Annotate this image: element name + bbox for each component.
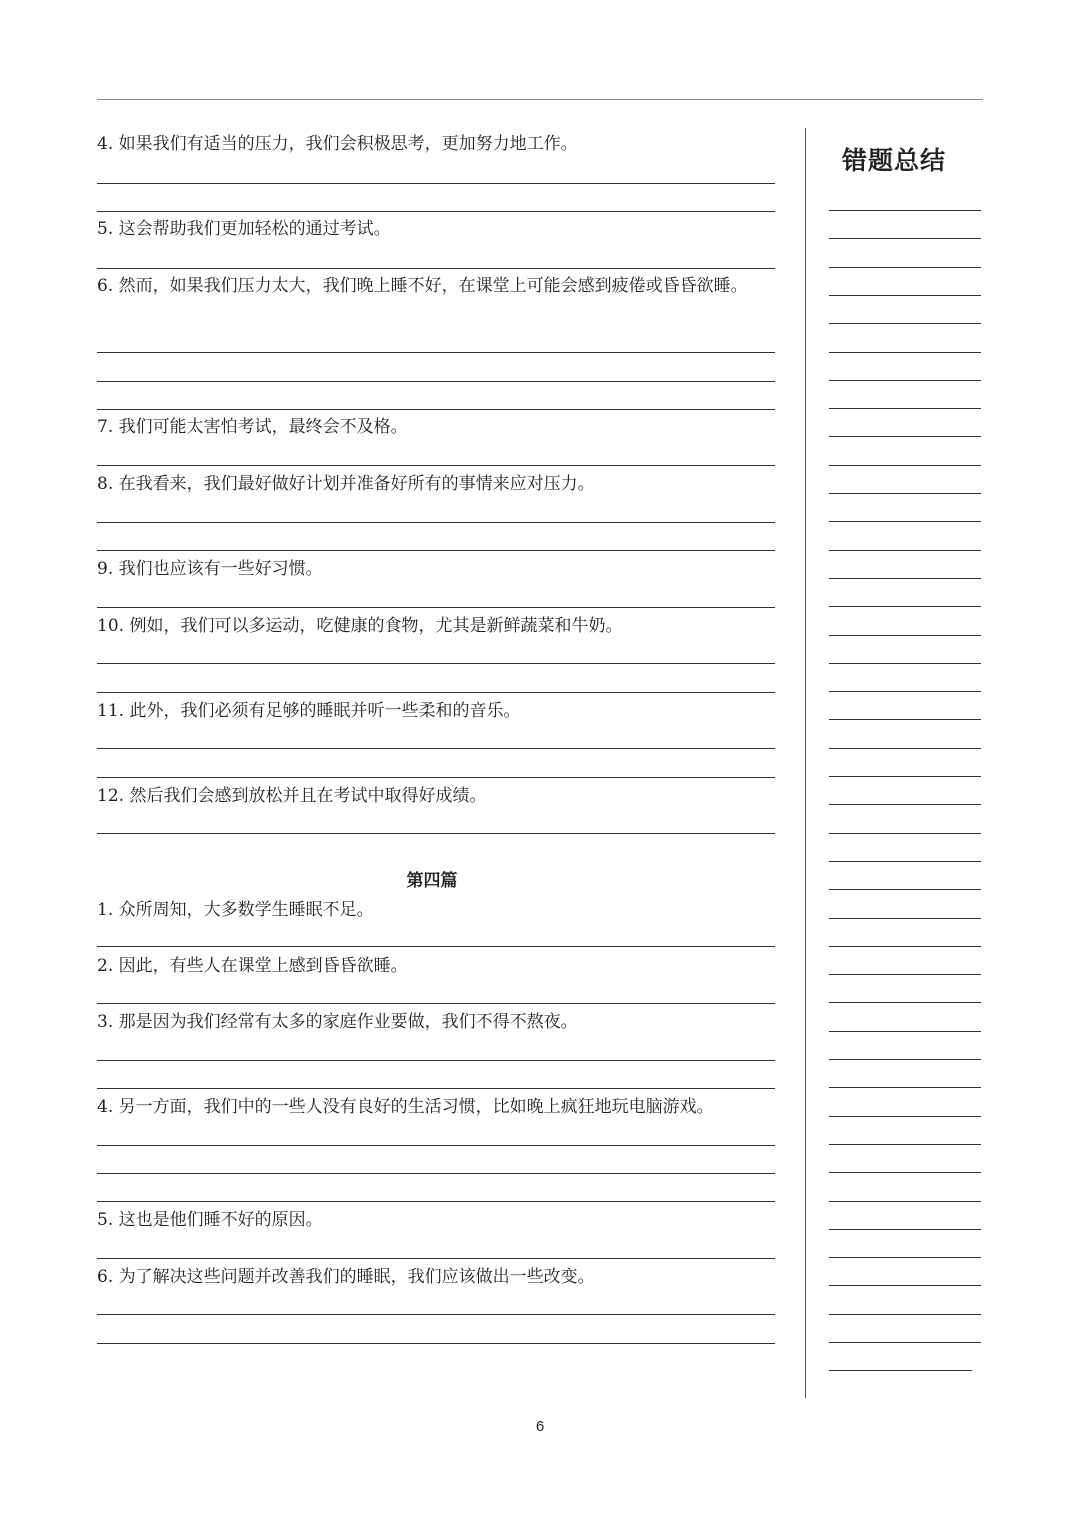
page-number: 6 <box>535 1418 545 1435</box>
summary-line[interactable] <box>829 691 981 692</box>
summary-line[interactable] <box>829 663 981 664</box>
summary-line[interactable] <box>829 1144 981 1145</box>
summary-line[interactable] <box>829 323 981 324</box>
summary-line[interactable] <box>829 578 981 579</box>
translation-sentence: 10. 例如，我们可以多运动，吃健康的食物，尤其是新鲜蔬菜和牛奶。 <box>97 616 623 636</box>
summary-line[interactable] <box>829 1257 981 1258</box>
answer-line[interactable] <box>97 1314 775 1315</box>
summary-line[interactable] <box>829 918 981 919</box>
summary-line[interactable] <box>829 521 981 522</box>
summary-line[interactable] <box>829 1059 981 1060</box>
summary-line[interactable] <box>829 1031 981 1032</box>
summary-line[interactable] <box>829 719 981 720</box>
summary-line[interactable] <box>829 833 981 834</box>
translation-sentence: 2. 因此，有些人在课堂上感到昏昏欲睡。 <box>97 956 408 976</box>
answer-line[interactable] <box>97 946 775 947</box>
summary-line[interactable] <box>829 1116 981 1117</box>
summary-line[interactable] <box>829 1229 981 1230</box>
answer-line[interactable] <box>97 692 775 693</box>
summary-line[interactable] <box>829 748 981 749</box>
column-divider <box>805 128 806 1398</box>
answer-line[interactable] <box>97 1258 775 1259</box>
translation-sentence: 6. 为了解决这些问题并改善我们的睡眠，我们应该做出一些改变。 <box>97 1267 595 1287</box>
answer-line[interactable] <box>97 663 775 664</box>
summary-line[interactable] <box>829 380 981 381</box>
answer-line[interactable] <box>97 748 775 749</box>
translation-sentence: 5. 这会帮助我们更加轻松的通过考试。 <box>97 219 391 239</box>
summary-line[interactable] <box>829 267 981 268</box>
answer-line[interactable] <box>97 211 775 212</box>
translation-sentence: 8. 在我看来，我们最好做好计划并准备好所有的事情来应对压力。 <box>97 474 595 494</box>
answer-line[interactable] <box>97 1060 775 1061</box>
summary-line[interactable] <box>829 436 981 437</box>
translation-sentence: 6. 然而，如果我们压力太大，我们晚上睡不好，在课堂上可能会感到疲倦或昏昏欲睡。 <box>97 276 748 296</box>
summary-line[interactable] <box>829 1285 981 1286</box>
summary-line[interactable] <box>829 210 981 211</box>
summary-line[interactable] <box>829 804 981 805</box>
summary-line[interactable] <box>829 776 981 777</box>
translation-sentence: 5. 这也是他们睡不好的原因。 <box>97 1210 323 1230</box>
summary-line[interactable] <box>829 861 981 862</box>
translation-sentence: 12. 然后我们会感到放松并且在考试中取得好成绩。 <box>97 786 487 806</box>
answer-line[interactable] <box>97 607 775 608</box>
summary-line[interactable] <box>829 1087 981 1088</box>
answer-line[interactable] <box>97 550 775 551</box>
translation-sentence: 7. 我们可能太害怕考试，最终会不及格。 <box>97 417 408 437</box>
summary-line[interactable] <box>829 1314 981 1315</box>
translation-sentence: 1. 众所周知，大多数学生睡眠不足。 <box>97 900 374 920</box>
answer-line[interactable] <box>97 352 775 353</box>
summary-line[interactable] <box>829 493 981 494</box>
answer-line[interactable] <box>97 777 775 778</box>
summary-line[interactable] <box>829 946 981 947</box>
translation-sentence: 11. 此外，我们必须有足够的睡眠并听一些柔和的音乐。 <box>97 701 521 721</box>
summary-line[interactable] <box>829 635 981 636</box>
translation-sentence: 3. 那是因为我们经常有太多的家庭作业要做，我们不得不熬夜。 <box>97 1012 578 1032</box>
mistake-summary-title: 错题总结 <box>842 146 947 175</box>
answer-line[interactable] <box>97 833 775 834</box>
summary-line[interactable] <box>829 1002 981 1003</box>
summary-line[interactable] <box>829 1370 972 1371</box>
summary-line[interactable] <box>829 295 981 296</box>
summary-line[interactable] <box>829 550 981 551</box>
summary-line[interactable] <box>829 1342 981 1343</box>
summary-line[interactable] <box>829 974 981 975</box>
answer-line[interactable] <box>97 465 775 466</box>
answer-line[interactable] <box>97 1343 775 1344</box>
summary-line[interactable] <box>829 606 981 607</box>
summary-line[interactable] <box>829 1201 981 1202</box>
summary-line[interactable] <box>829 1172 981 1173</box>
summary-line[interactable] <box>829 408 981 409</box>
section-title: 第四篇 <box>406 871 458 891</box>
answer-line[interactable] <box>97 1003 775 1004</box>
exercise-column <box>97 0 797 1400</box>
answer-line[interactable] <box>97 1201 775 1202</box>
answer-line[interactable] <box>97 1173 775 1174</box>
summary-line[interactable] <box>829 238 981 239</box>
translation-sentence: 9. 我们也应该有一些好习惯。 <box>97 559 323 579</box>
summary-line[interactable] <box>829 352 981 353</box>
summary-line[interactable] <box>829 465 981 466</box>
summary-line[interactable] <box>829 889 981 890</box>
answer-line[interactable] <box>97 381 775 382</box>
answer-line[interactable] <box>97 1145 775 1146</box>
answer-line[interactable] <box>97 268 775 269</box>
translation-sentence: 4. 另一方面，我们中的一些人没有良好的生活习惯，比如晚上疯狂地玩电脑游戏。 <box>97 1097 714 1117</box>
answer-line[interactable] <box>97 522 775 523</box>
translation-sentence: 4. 如果我们有适当的压力，我们会积极思考，更加努力地工作。 <box>97 134 578 154</box>
answer-line[interactable] <box>97 183 775 184</box>
answer-line[interactable] <box>97 409 775 410</box>
answer-line[interactable] <box>97 1088 775 1089</box>
